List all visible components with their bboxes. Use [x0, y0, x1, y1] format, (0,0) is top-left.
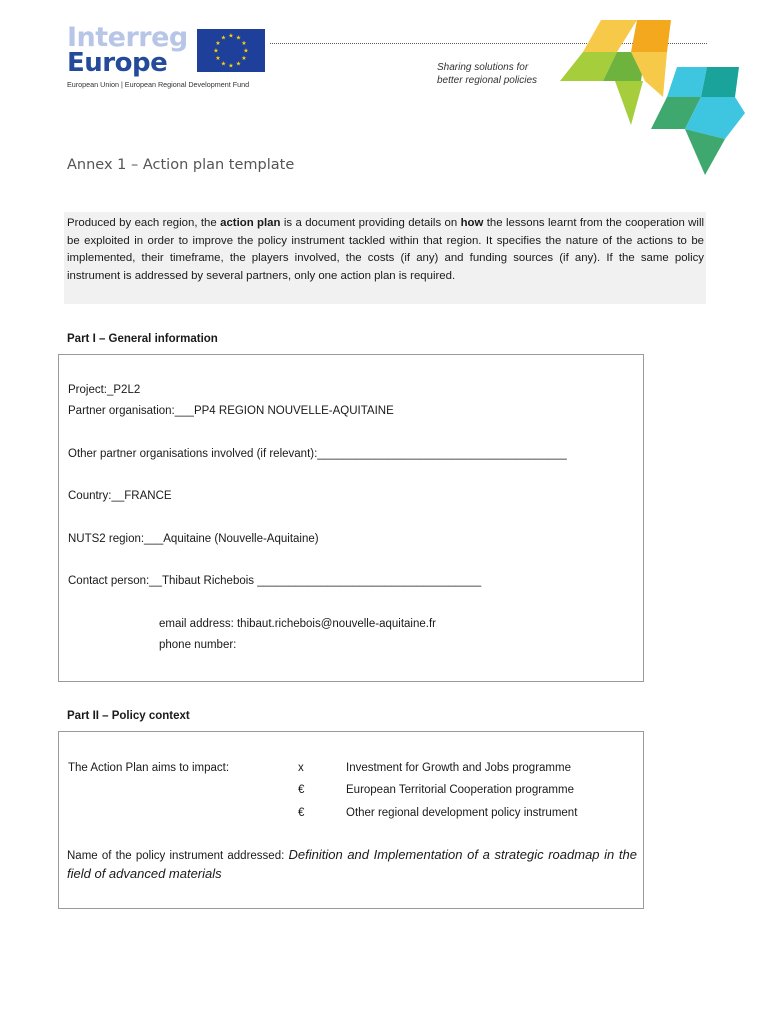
tagline-line-1: Sharing solutions for: [437, 62, 529, 73]
option-mark-growth-jobs: x: [298, 762, 304, 774]
country-line: [68, 490, 172, 502]
contact-line: [68, 575, 481, 587]
nuts2-line: [68, 533, 319, 545]
part2-title: Part II – Policy context: [67, 710, 190, 722]
intro-bold-action-plan: action plan: [220, 217, 281, 229]
svg-text:★: ★: [241, 40, 247, 47]
svg-text:★: ★: [220, 34, 227, 42]
contact-trail: ___________________________________: [254, 575, 482, 587]
svg-text:★: ★: [235, 60, 242, 68]
option-label-territorial-cooperation: European Territorial Cooperation programme: [346, 784, 574, 796]
decorative-arrows-graphic: [555, 15, 750, 180]
intro-bold-how: how: [460, 217, 484, 229]
project-value: P2L2: [113, 384, 141, 396]
eu-flag-icon: [197, 29, 265, 72]
part1-title: Part I – General information: [67, 333, 218, 345]
partner-label: Partner organisation:___: [68, 405, 194, 417]
partner-value: PP4 REGION NOUVELLE-AQUITAINE: [193, 405, 394, 417]
logo-interreg-text: Interreg: [67, 22, 188, 53]
email-label: email address:: [159, 618, 237, 630]
partner-line: [68, 405, 394, 417]
intro-paragraph: [67, 215, 704, 285]
option-label-growth-jobs: Investment for Growth and Jobs programme: [346, 762, 571, 774]
contact-value: Thibaut Richebois: [161, 575, 255, 587]
tagline: [437, 62, 537, 87]
project-line: [68, 384, 140, 396]
contact-label: Contact person:__: [68, 575, 162, 587]
general-information-box: [58, 354, 644, 682]
project-label: Project:_: [68, 384, 114, 396]
intro-text-2: is a document providing details on: [280, 217, 461, 229]
svg-text:★: ★: [235, 34, 242, 42]
svg-text:★: ★: [241, 55, 247, 62]
nuts2-label: NUTS2 region:___: [68, 533, 164, 545]
email-line: [159, 618, 436, 630]
intro-text-1: Produced by each region, the: [67, 217, 221, 229]
impact-label: The Action Plan aims to impact:: [68, 762, 230, 774]
svg-text:★: ★: [228, 32, 234, 40]
svg-text:★: ★: [213, 47, 219, 55]
option-label-other-instrument: Other regional development policy instrument: [346, 807, 578, 819]
country-value: FRANCE: [124, 490, 172, 502]
country-label: Country:__: [68, 490, 125, 502]
logo-europe-text: Europe: [67, 48, 168, 78]
eu-funding-caption: European Union | European Regional Development Fund: [67, 80, 250, 89]
tagline-line-2: better regional policies: [437, 74, 538, 86]
svg-text:★: ★: [215, 55, 221, 62]
svg-text:★: ★: [228, 62, 234, 70]
other-partners-line: Other partner organisations involved (if relevant):_______________________________________: [68, 448, 567, 460]
page-title: Annex 1 – Action plan template: [67, 157, 295, 173]
policy-value: Definition and Implementation of a strategic roadmap in the field of advanced materials: [67, 847, 637, 881]
option-mark-territorial-cooperation: €: [298, 784, 305, 796]
email-value: thibaut.richebois@nouvelle-aquitaine.fr: [236, 618, 436, 630]
intro-text-3: the lessons learnt from the cooperation will be exploited in order to improve the policy instrument tackled within that region. It specifies the nature of the actions to be implemented, their timeframe, the players involved, the costs (if any) and funding sources (if any). If the same policy instrument is addressed by several partners, only one action plan is required.: [67, 217, 705, 282]
nuts2-value: Aquitaine (Nouvelle-Aquitaine): [163, 533, 319, 545]
svg-text:★: ★: [243, 47, 249, 55]
policy-label: Name of the policy instrument addressed:: [67, 850, 289, 862]
svg-text:★: ★: [215, 40, 221, 47]
option-mark-other-instrument: €: [298, 807, 305, 819]
policy-instrument-name: [67, 846, 637, 884]
svg-text:★: ★: [220, 60, 227, 68]
phone-line: phone number:: [159, 639, 237, 651]
